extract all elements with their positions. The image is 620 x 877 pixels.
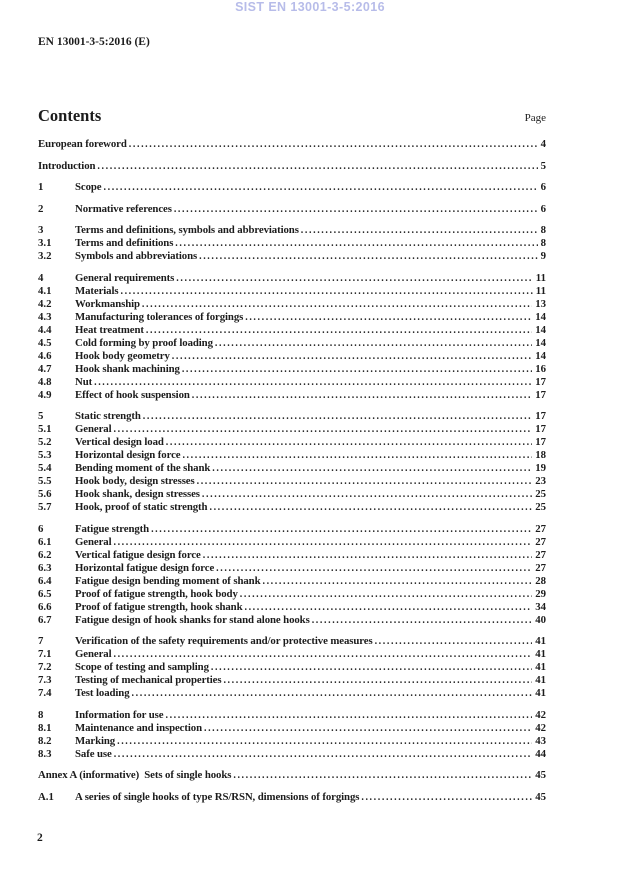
toc-leader-dots <box>202 488 532 501</box>
toc-entry-number: 5.1 <box>38 423 52 435</box>
toc-entry-page: 42 <box>535 721 546 734</box>
toc-group <box>38 224 546 263</box>
toc-entry <box>38 250 546 263</box>
toc-entry-page: 28 <box>535 574 546 587</box>
toc-entry-number: 7 <box>38 635 44 647</box>
toc-entry <box>38 791 546 804</box>
toc-leader-dots <box>192 389 532 402</box>
toc-leader-dots <box>203 549 532 562</box>
toc-entry-title: General <box>75 535 112 548</box>
toc-entry <box>38 285 546 298</box>
toc-entry-title: Fatigue strength <box>75 522 150 535</box>
toc-group <box>38 410 546 514</box>
toc-leader-dots <box>182 363 532 376</box>
toc-entry <box>38 298 546 311</box>
toc-entry-number: 7.3 <box>38 674 52 686</box>
toc-leader-dots <box>204 722 532 735</box>
toc-entry-page: 25 <box>535 488 546 500</box>
toc-entry-page: 17 <box>535 375 546 388</box>
toc-entry <box>38 203 546 216</box>
toc-entry-page: 17 <box>535 423 546 435</box>
toc-entry-number: 6.4 <box>38 574 52 587</box>
toc-entry <box>38 674 546 687</box>
toc-leader-dots <box>104 181 538 194</box>
toc-group <box>38 181 546 194</box>
toc-entry-number: 5.4 <box>38 462 52 474</box>
toc-entry-page: 42 <box>535 708 546 721</box>
toc-entry <box>38 769 546 782</box>
toc-leader-dots <box>244 601 532 614</box>
toc-leader-dots <box>129 138 538 151</box>
toc-entry-title: Hook shank machining <box>75 362 180 375</box>
toc-entry-page: 19 <box>535 462 546 474</box>
toc-entry <box>38 562 546 575</box>
toc-entry-title: Test loading <box>75 687 130 699</box>
toc-entry-page: 45 <box>535 769 546 781</box>
toc-entry-number: 7.4 <box>38 687 52 699</box>
toc-entry-number: 5.2 <box>38 436 52 448</box>
toc-leader-dots <box>142 298 532 311</box>
toc-entry-page: 8 <box>540 237 546 249</box>
toc-leader-dots <box>113 648 532 661</box>
toc-groups <box>38 138 546 812</box>
toc-entry-number: 2 <box>38 202 44 215</box>
toc-leader-dots <box>215 337 532 350</box>
toc-entry-number: 6.3 <box>38 561 52 574</box>
toc-entry-title: Hook body geometry <box>75 349 170 362</box>
toc-entry-title: General <box>75 648 112 660</box>
toc-entry-page: 41 <box>535 635 546 647</box>
toc-entry-title: Terms and definitions <box>75 237 174 249</box>
toc-entry-page: 23 <box>535 475 546 487</box>
toc-entry-title: Testing of mechanical properties <box>75 674 222 686</box>
toc-entry-number: 6.2 <box>38 548 52 561</box>
watermark: SIST EN 13001-3-5:2016 <box>235 0 385 14</box>
toc-entry <box>38 523 546 536</box>
toc-entry-number: 4.1 <box>38 284 52 297</box>
toc-entry <box>38 575 546 588</box>
toc-entry <box>38 549 546 562</box>
toc-entry <box>38 588 546 601</box>
page-column-label: Page <box>524 112 546 124</box>
toc-entry <box>38 376 546 389</box>
toc-entry-number: 5.7 <box>38 501 52 513</box>
toc-entry <box>38 237 546 250</box>
toc-entry <box>38 272 546 285</box>
toc-group <box>38 138 546 151</box>
toc-leader-dots <box>151 523 532 536</box>
toc-entry-page: 5 <box>540 159 546 172</box>
toc-entry-title: Proof of fatigue strength, hook shank <box>75 600 243 613</box>
toc-entry-title: Hook, proof of static strength <box>75 501 208 513</box>
toc-group <box>38 769 546 782</box>
toc-entry-number: 5.3 <box>38 449 52 461</box>
toc-entry-page: 6 <box>540 181 546 193</box>
toc-entry <box>38 687 546 700</box>
toc-entry <box>38 410 546 423</box>
toc-entry <box>38 709 546 722</box>
toc-leader-dots <box>97 160 537 173</box>
toc-entry-page: 41 <box>535 674 546 686</box>
toc-entry-page: 13 <box>535 297 546 310</box>
toc-entry-page: 6 <box>540 202 546 215</box>
toc-entry-page: 40 <box>535 613 546 626</box>
toc-entry-page: 8 <box>540 224 546 236</box>
toc-entry-number: 4.4 <box>38 323 52 336</box>
toc-entry-number: 4 <box>38 271 44 284</box>
toc-leader-dots <box>199 250 537 263</box>
toc-entry-title: Vertical fatigue design force <box>75 548 201 561</box>
toc-leader-dots <box>240 588 532 601</box>
toc-entry-number: 7.1 <box>38 648 52 660</box>
contents-header <box>38 106 546 126</box>
toc-entry-page: 17 <box>535 436 546 448</box>
toc-entry-title: Vertical design load <box>75 436 164 448</box>
toc-entry-title: Proof of fatigue strength, hook body <box>75 587 238 600</box>
toc-entry <box>38 601 546 614</box>
toc-group <box>38 203 546 216</box>
toc-leader-dots <box>175 237 537 250</box>
toc-entry <box>38 224 546 237</box>
toc-entry-number: 3 <box>38 224 44 236</box>
toc-entry <box>38 735 546 748</box>
toc-entry-title: Introduction <box>38 159 96 172</box>
toc-leader-dots <box>361 791 532 804</box>
toc-entry-title: Materials <box>75 284 119 297</box>
toc-leader-dots <box>197 475 533 488</box>
toc-entry-page: 25 <box>535 501 546 513</box>
toc-entry-number: 7.2 <box>38 661 52 673</box>
toc-group <box>38 272 546 402</box>
toc-leader-dots <box>245 311 532 324</box>
toc-entry-number: 4.2 <box>38 297 52 310</box>
toc-leader-dots <box>165 709 532 722</box>
toc-entry-title: Hook shank, design stresses <box>75 488 200 500</box>
toc-entry <box>38 501 546 514</box>
toc-entry-title: Horizontal fatigue design force <box>75 561 215 574</box>
toc-entry <box>38 722 546 735</box>
toc-entry-page: 45 <box>535 790 546 803</box>
toc-entry-number: 4.8 <box>38 375 52 388</box>
toc-entry-title: A series of single hooks of type RS/RSN, dimensions of forgings <box>75 790 360 803</box>
toc-entry-title: European foreword <box>38 138 127 150</box>
toc-entry-title: Hook body, design stresses <box>75 475 195 487</box>
toc-entry-title: Fatigue design of hook shanks for stand alone hooks <box>75 613 310 626</box>
toc-leader-dots <box>113 423 532 436</box>
toc-entry <box>38 488 546 501</box>
toc-entry-title: Fatigue design bending moment of shank <box>75 574 261 587</box>
toc-entry <box>38 389 546 402</box>
toc-leader-dots <box>301 224 538 237</box>
toc-entry-page: 14 <box>535 336 546 349</box>
toc-entry-page: 11 <box>535 271 546 284</box>
toc-entry-title: Horizontal design force <box>75 449 181 461</box>
toc-entry-number: A.1 <box>38 790 54 803</box>
toc-leader-dots <box>94 376 532 389</box>
toc-entry <box>38 423 546 436</box>
toc-entry-page: 29 <box>535 587 546 600</box>
toc-entry-page: 43 <box>535 734 546 747</box>
toc-entry-page: 41 <box>535 687 546 699</box>
toc-entry-page: 14 <box>535 310 546 323</box>
toc-entry-page: 14 <box>535 323 546 336</box>
toc-group <box>38 160 546 173</box>
toc-entry-page: 4 <box>540 138 546 150</box>
toc-entry-number: 4.9 <box>38 388 52 401</box>
toc-leader-dots <box>113 536 532 549</box>
toc-entry <box>38 536 546 549</box>
toc-entry-title: Manufacturing tolerances of forgings <box>75 310 244 323</box>
toc-entry-page: 27 <box>535 561 546 574</box>
toc-entry <box>38 462 546 475</box>
toc-leader-dots <box>174 203 538 216</box>
toc-leader-dots <box>176 272 533 285</box>
toc-entry <box>38 311 546 324</box>
toc-leader-dots <box>262 575 532 588</box>
toc-entry-title: Annex A (informative) Sets of single hooks <box>38 769 232 781</box>
toc-entry-page: 11 <box>535 284 546 297</box>
toc-group <box>38 709 546 761</box>
toc-entry-number: 4.7 <box>38 362 52 375</box>
toc-entry-number: 6 <box>38 522 44 535</box>
toc-entry <box>38 350 546 363</box>
toc-leader-dots <box>172 350 532 363</box>
toc-leader-dots <box>212 462 532 475</box>
footer-page-number: 2 <box>37 832 43 844</box>
toc-entry-number: 8.3 <box>38 747 52 760</box>
toc-entry-title: General requirements <box>75 271 175 284</box>
toc-entry <box>38 449 546 462</box>
toc-leader-dots <box>146 324 532 337</box>
toc-entry-page: 17 <box>535 410 546 422</box>
toc-leader-dots <box>211 661 532 674</box>
toc-leader-dots <box>143 410 532 423</box>
toc-entry <box>38 181 546 194</box>
toc-entry-title: Verification of the safety requirements and/or protective measures <box>75 635 373 647</box>
toc-entry <box>38 748 546 761</box>
document-code: EN 13001-3-5:2016 (E) <box>38 36 150 48</box>
toc-leader-dots <box>166 436 532 449</box>
toc-leader-dots <box>375 635 533 648</box>
toc-entry-number: 3.1 <box>38 237 52 249</box>
toc-leader-dots <box>182 449 532 462</box>
toc-entry-page: 16 <box>535 362 546 375</box>
toc-leader-dots <box>209 501 532 514</box>
toc-entry-page: 14 <box>535 349 546 362</box>
toc-leader-dots <box>114 748 533 761</box>
toc-group <box>38 523 546 627</box>
toc-group <box>38 791 546 804</box>
toc-entry-number: 8.2 <box>38 734 52 747</box>
toc-leader-dots <box>312 614 533 627</box>
toc-entry-title: Cold forming by proof loading <box>75 336 213 349</box>
toc-entry-number: 6.1 <box>38 535 52 548</box>
toc-entry-title: Static strength <box>75 410 141 422</box>
toc-entry <box>38 160 546 173</box>
toc-entry-page: 27 <box>535 522 546 535</box>
toc-entry-number: 5.6 <box>38 488 52 500</box>
toc-leader-dots <box>120 285 532 298</box>
toc-entry-title: Nut <box>75 375 93 388</box>
toc-entry-title: Bending moment of the shank <box>75 462 211 474</box>
toc-entry-number: 6.6 <box>38 600 52 613</box>
toc-entry-number: 8.1 <box>38 721 52 734</box>
toc-entry-number: 6.5 <box>38 587 52 600</box>
toc-entry-number: 1 <box>38 181 44 193</box>
toc-entry <box>38 363 546 376</box>
toc-entry-title: Safe use <box>75 747 112 760</box>
toc-entry-title: Terms and definitions, symbols and abbreviations <box>75 224 299 236</box>
toc-entry-number: 8 <box>38 708 44 721</box>
toc-entry-number: 5 <box>38 410 44 422</box>
toc-entry-number: 6.7 <box>38 613 52 626</box>
toc-leader-dots <box>233 769 532 782</box>
toc-group <box>38 635 546 700</box>
toc-entry <box>38 614 546 627</box>
toc-entry-number: 4.5 <box>38 336 52 349</box>
toc-entry-title: Information for use <box>75 708 164 721</box>
toc-entry-title: Symbols and abbreviations <box>75 250 198 262</box>
toc-entry-page: 44 <box>535 747 546 760</box>
toc-entry-title: Heat treatment <box>75 323 144 336</box>
toc-entry-number: 3.2 <box>38 250 52 262</box>
toc-leader-dots <box>223 674 532 687</box>
toc-entry-title: Effect of hook suspension <box>75 388 190 401</box>
toc-entry-title: Normative references <box>75 202 172 215</box>
toc-leader-dots <box>132 687 533 700</box>
toc-entry <box>38 138 546 151</box>
toc-entry-number: 4.3 <box>38 310 52 323</box>
toc-entry-title: General <box>75 423 112 435</box>
toc-entry-page: 27 <box>535 535 546 548</box>
toc-leader-dots <box>117 735 532 748</box>
toc-entry <box>38 337 546 350</box>
contents-heading: Contents <box>38 106 102 125</box>
toc-entry-page: 27 <box>535 548 546 561</box>
toc-entry <box>38 661 546 674</box>
toc-entry <box>38 324 546 337</box>
toc-entry <box>38 475 546 488</box>
toc-entry-page: 17 <box>535 388 546 401</box>
toc-entry-page: 9 <box>540 250 546 262</box>
toc-entry-title: Maintenance and inspection <box>75 721 202 734</box>
toc-entry-page: 18 <box>535 449 546 461</box>
toc-entry-page: 34 <box>535 600 546 613</box>
toc-entry-page: 41 <box>535 661 546 673</box>
toc-entry <box>38 648 546 661</box>
toc-entry-page: 41 <box>535 648 546 660</box>
toc-entry-title: Marking <box>75 734 116 747</box>
toc-entry <box>38 635 546 648</box>
toc-entry <box>38 436 546 449</box>
toc-entry-number: 5.5 <box>38 475 52 487</box>
toc-entry-number: 4.6 <box>38 349 52 362</box>
toc-entry-title: Scope of testing and sampling <box>75 661 209 673</box>
toc-leader-dots <box>216 562 532 575</box>
toc-entry-title: Scope <box>75 181 102 193</box>
toc-entry-title: Workmanship <box>75 297 140 310</box>
